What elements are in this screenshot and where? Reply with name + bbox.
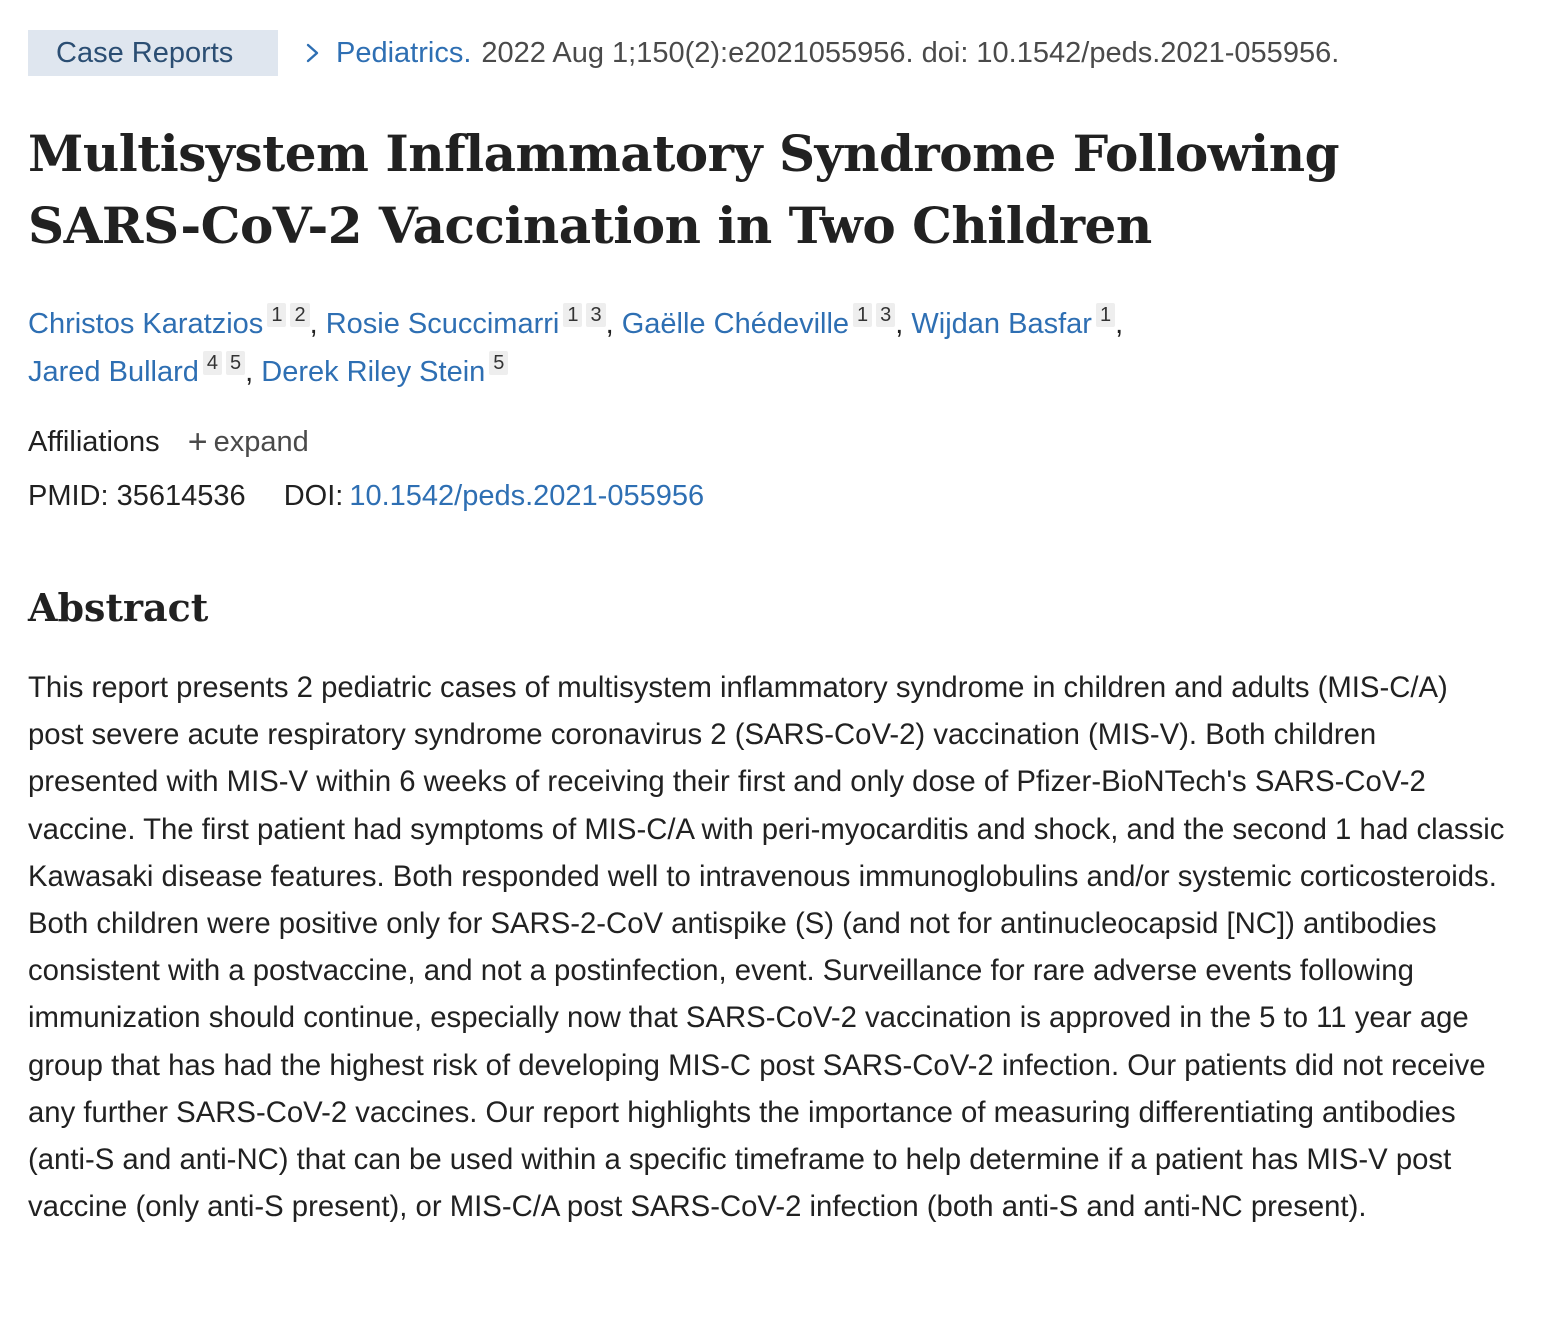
affiliation-number[interactable]: 2 — [290, 303, 309, 327]
author-link[interactable]: Wijdan Basfar — [911, 308, 1092, 340]
publication-type-badge: Case Reports — [28, 30, 278, 76]
article-meta — [28, 30, 1339, 76]
pmid-label: PMID: — [28, 480, 109, 512]
author-link[interactable]: Rosie Scuccimarri — [325, 308, 560, 340]
affiliations-row — [28, 420, 309, 464]
author-separator: , — [309, 308, 326, 340]
abstract-text: This report presents 2 pediatric cases of multisystem inflammatory syndrome in children and adults (MIS-C/A) post severe acute respiratory syndrome coronavirus 2 (SARS-CoV-2) vaccination (MIS-V). Both children presented with MIS-V within 6 weeks of receiving their first and only dose of Pfizer-BioNTech's SARS-CoV-2 vaccine. The first patient had symptoms of MIS-C/A with peri-myocarditis and shock, and the second 1 had classic Kawasaki disease features. Both responded well to intravenous immunoglobulins and/or systemic corticosteroids. Both children were positive only for SARS-2-CoV antispike (S) (and not for antinucleocapsid [NC]) antibodies consistent with a postvaccine, and not a postinfection, event. Surveillance for rare adverse events following immunization should continue, especially now that SARS-CoV-2 vaccination is approved in the 5 to 11 year age group that has had the highest risk of developing MIS-C post SARS-CoV-2 infection. Our patients did not receive any further SARS-CoV-2 vaccines. Our report highlights the importance of measuring differentiating antibodies (anti-S and anti-NC) that can be used within a specific timeframe to help determine if a patient has MIS-V post vaccine (only anti-S present), or MIS-C/A post SARS-CoV-2 infection (both anti-S and anti-NC present). — [28, 671, 1505, 1224]
affiliation-number[interactable]: 1 — [853, 303, 872, 327]
pmid-value: 35614536 — [116, 480, 246, 512]
affiliation-number[interactable]: 3 — [586, 303, 605, 327]
identifiers-row — [28, 474, 704, 518]
affiliations-label: Affiliations — [28, 426, 160, 458]
doi-label: DOI: — [283, 480, 344, 512]
journal-link[interactable]: Pediatrics. — [336, 36, 472, 69]
author-link[interactable]: Derek Riley Stein — [261, 356, 486, 388]
chevron-right-icon — [302, 42, 324, 64]
author-link[interactable]: Gaëlle Chédeville — [621, 308, 850, 340]
author-list — [28, 300, 1488, 396]
article-title: Multisystem Inflammatory Syndrome Following SARS-CoV-2 Vaccination in Two Children — [28, 124, 1340, 255]
doi-link[interactable]: 10.1542/peds.2021-055956 — [349, 480, 705, 512]
affiliation-number[interactable]: 1 — [563, 303, 582, 327]
citation-text: 2022 Aug 1;150(2):e2021055956. doi: 10.1542/peds.2021-055956. — [481, 36, 1340, 69]
abstract-heading: Abstract — [28, 585, 209, 630]
author-link[interactable]: Christos Karatzios — [28, 308, 264, 340]
affiliation-number[interactable]: 5 — [489, 351, 508, 375]
affiliation-number[interactable]: 1 — [267, 303, 286, 327]
affiliations-expand-button[interactable] — [187, 423, 309, 461]
affiliation-number[interactable]: 4 — [203, 351, 222, 375]
expand-label: expand — [213, 426, 309, 458]
affiliation-number[interactable]: 3 — [876, 303, 895, 327]
author-separator: , — [1115, 308, 1124, 340]
affiliation-number[interactable]: 5 — [226, 351, 245, 375]
author-separator: , — [245, 356, 262, 388]
author-separator: , — [605, 308, 622, 340]
affiliation-number[interactable]: 1 — [1096, 303, 1115, 327]
author-link[interactable]: Jared Bullard — [28, 356, 199, 388]
author-separator: , — [895, 308, 912, 340]
plus-icon: + — [187, 423, 208, 461]
